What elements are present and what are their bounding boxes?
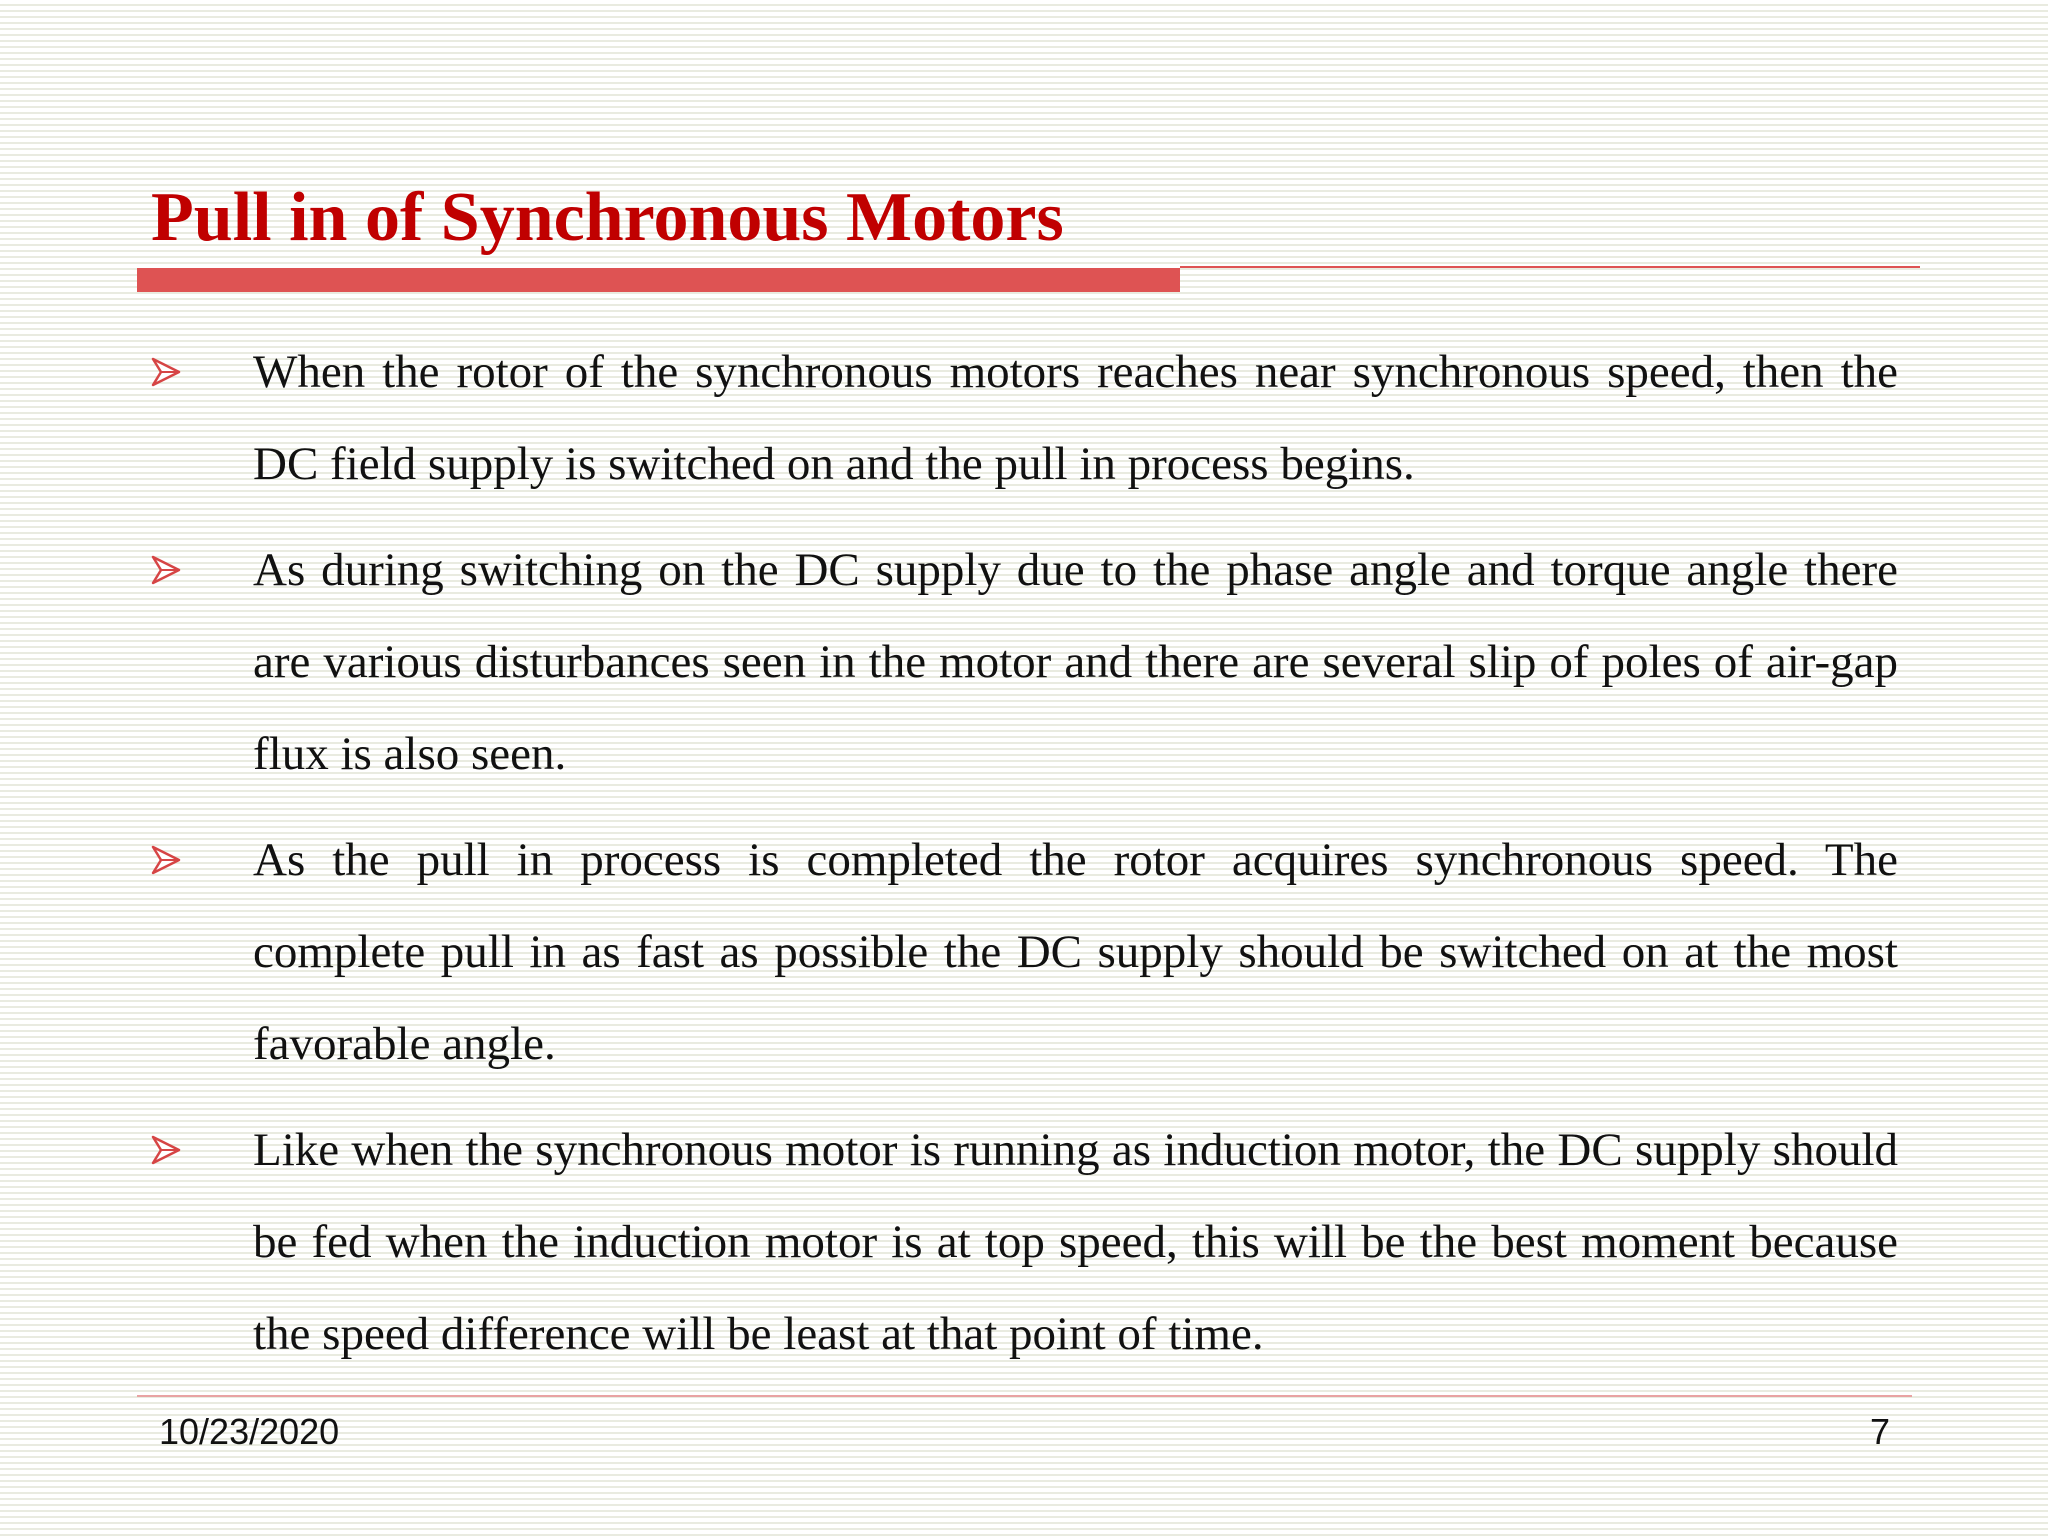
title-underline-thin xyxy=(1180,266,1920,268)
page-number: 7 xyxy=(1869,1411,1890,1452)
slide-title: Pull in of Synchronous Motors xyxy=(151,179,1064,256)
arrow-bullet-icon xyxy=(150,844,182,876)
bullet-item xyxy=(150,326,1898,510)
bullet-text: When the rotor of the synchronous motors reaches near synchronous speed, then the DC field supply is switched on and the pull in process begins. xyxy=(253,346,1898,490)
bullet-text: Like when the synchronous motor is running as induction motor, the DC supply should be fed when the induction motor is at top speed, this will be the best moment because the speed difference will be least at that point of time. xyxy=(253,1124,1898,1360)
footer-date: 10/23/2020 xyxy=(159,1411,340,1452)
arrow-bullet-icon xyxy=(150,1134,182,1166)
bullet-item xyxy=(150,1104,1898,1380)
bullet-text: As the pull in process is completed the rotor acquires synchronous speed. The complete pull in as fast as possible the DC supply should be switched on at the most favorable angle. xyxy=(253,834,1898,1070)
arrow-bullet-icon xyxy=(150,554,182,586)
bullet-list xyxy=(150,326,1898,1394)
bullet-text: As during switching on the DC supply due to the phase angle and torque angle there are various disturbances seen in the motor and there are several slip of poles of air-gap flux is also seen. xyxy=(253,544,1898,780)
arrow-bullet-icon xyxy=(150,356,182,388)
bullet-item xyxy=(150,524,1898,800)
title-underline-thick xyxy=(137,268,1180,292)
bullet-item xyxy=(150,814,1898,1090)
footer-divider xyxy=(137,1395,1912,1397)
